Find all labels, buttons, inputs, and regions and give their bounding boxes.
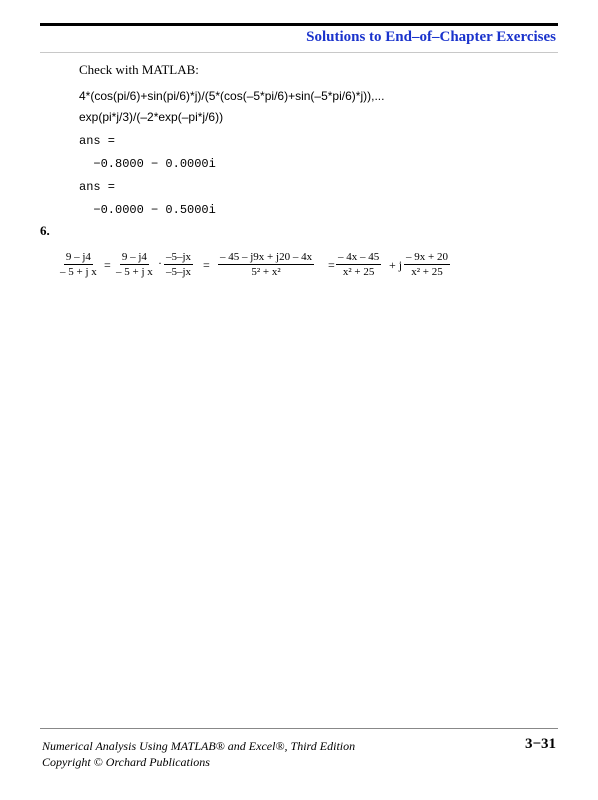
fraction-1-numerator: 9 – j4 [65, 251, 91, 263]
header-divider [40, 52, 558, 53]
chapter-header-title: Solutions to End–of–Chapter Exercises [306, 29, 556, 45]
fraction-6-numerator: – 9x + 20 [406, 251, 448, 263]
equals-sign-1: = [104, 258, 111, 272]
header-rule [40, 23, 558, 26]
fraction-6 [404, 251, 450, 278]
exercise-number: 6. [40, 223, 50, 238]
matlab-code-line-2: exp(pi*j/3)/(–2*exp(–pi*j/6)) [79, 110, 224, 124]
fraction-2 [114, 251, 155, 278]
ans-label-1: ans = [79, 134, 116, 148]
intro-text: Check with MATLAB: [79, 62, 199, 77]
fraction-2-numerator: 9 – j4 [121, 251, 147, 263]
ans-value-1: −0.8000 − 0.0000i [79, 157, 216, 171]
plus-j-operator: + j [389, 258, 403, 272]
fraction-1-denominator: – 5 + j x [60, 266, 97, 278]
fraction-3-numerator: –5–jx [166, 251, 192, 263]
footer-divider [40, 728, 558, 729]
fraction-3-denominator: –5–jx [166, 266, 192, 278]
fraction-4-numerator: – 45 – j9x + j20 – 4x [220, 251, 313, 263]
fraction-6-denominator: x² + 25 [411, 266, 443, 278]
fraction-4 [218, 251, 314, 278]
fraction-5-numerator: – 4x – 45 [338, 251, 380, 263]
multiply-dot: · [158, 256, 162, 270]
fraction-2-denominator: – 5 + j x [116, 266, 153, 278]
fraction-5-denominator: x² + 25 [342, 266, 375, 278]
ans-label-2: ans = [79, 180, 116, 194]
matlab-code-line-1: 4*(cos(pi/6)+sin(pi/6)*j)/(5*(cos(–5*pi/6)+sin(–5*pi/6)*j)),... [79, 89, 385, 103]
fraction-1 [58, 251, 99, 278]
fraction-5 [336, 251, 381, 278]
ans-value-2: −0.0000 − 0.5000i [79, 203, 216, 217]
equals-sign-3: = [328, 258, 335, 272]
fraction-3 [164, 251, 193, 278]
footer-book-title: Numerical Analysis Using MATLAB® and Excel®, Third Edition [42, 739, 356, 753]
footer-copyright: Copyright © Orchard Publications [42, 755, 210, 769]
equals-sign-2: = [203, 258, 210, 272]
fraction-4-denominator: 5² + x² [251, 266, 281, 278]
page-number: 3−31 [524, 736, 556, 752]
